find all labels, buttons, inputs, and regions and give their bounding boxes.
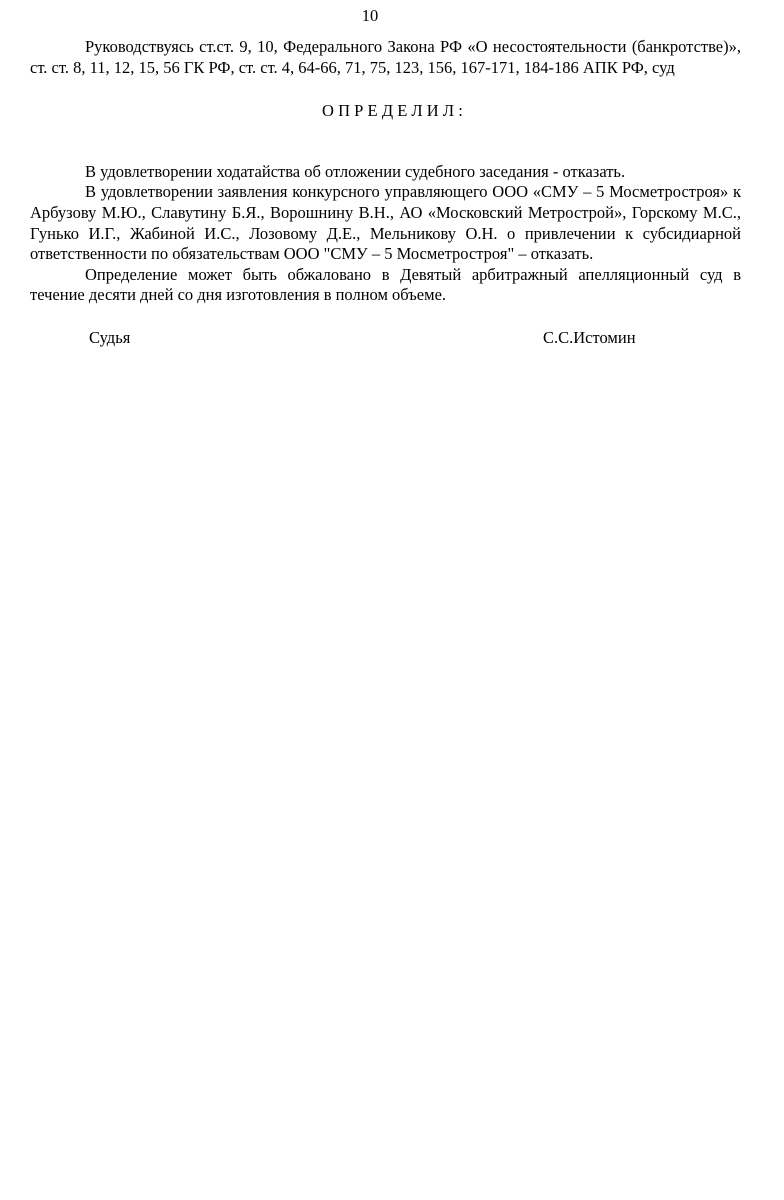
ruling-paragraph: В удовлетворении заявления конкурсного управляющего ООО «СМУ – 5 Мосметростроя» к Арбузову М.Ю., Славутину Б.Я., Ворошнину В.Н., АО «Московский Метрострой», Горскому М.С., Гунько И.Г., Жабиной И.С., Лозовому Д.Е., Мельникову О.Н. о привлечении к субсидиарной ответственности по обязательствам ООО "СМУ – 5 Мосметростроя" – отказать. [30, 182, 741, 264]
spacer [30, 122, 741, 162]
intro-paragraph: Руководствуясь ст.ст. 9, 10, Федерального Закона РФ «О несостоятельности (банкротстве)», ст. ст. 8, 11, 12, 15, 56 ГК РФ, ст. ст. 4, 64-66, 71, 75, 123, 156, 167-171, 184-186 АПК РФ, суд [30, 37, 741, 77]
ruling-paragraph: Определение может быть обжаловано в Девятый арбитражный апелляционный суд в течение десяти дней со дня изготовления в полном объеме. [30, 264, 741, 305]
judge-name: С.С.Истомин [543, 327, 636, 347]
spacer [30, 78, 741, 101]
decision-title: ОПРЕДЕЛИЛ: [321, 101, 468, 121]
judge-role: Судья [89, 327, 131, 347]
ruling-paragraph: В удовлетворении ходатайства об отложении судебного заседания - отказать. [85, 161, 626, 181]
page-number: 10 [361, 6, 379, 25]
spacer [30, 306, 741, 328]
rulings-section [30, 162, 741, 306]
signature-block [30, 328, 741, 350]
document-body [30, 37, 741, 350]
